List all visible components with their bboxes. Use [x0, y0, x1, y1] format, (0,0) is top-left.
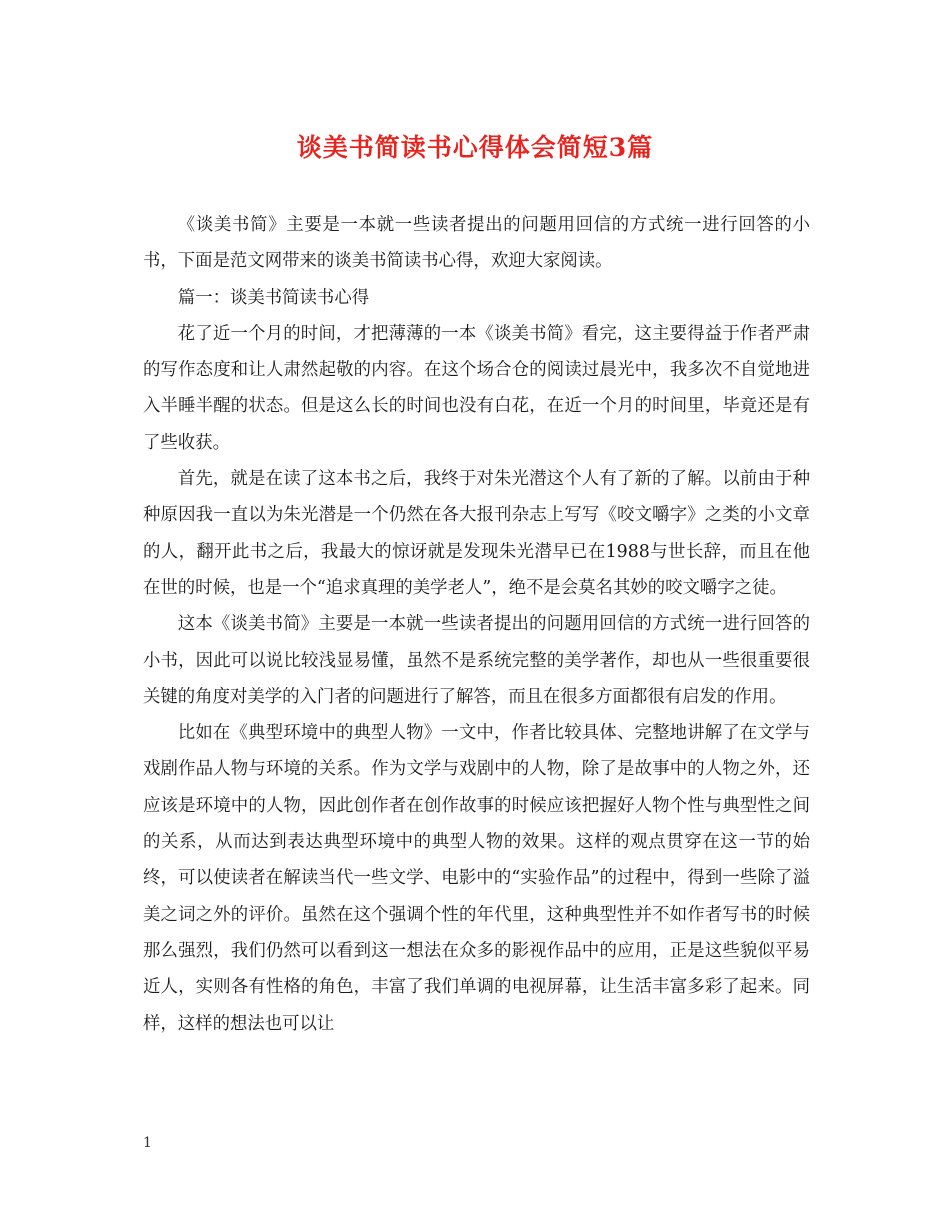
page-number: 1 — [143, 1135, 152, 1151]
body-paragraph: 花了近一个月的时间，才把薄薄的一本《谈美书简》看完，这主要得益于作者严肃的写作态度和让人肃然起敬的内容。在这个场合仓的阅读过晨光中，我多次不自觉地进入半睡半醒的状态。但是这么长的时间也没有白花，在近一个月的时间里，毕竟还是有了些收获。 — [143, 323, 810, 453]
body-paragraph: 这本《谈美书简》主要是一本就一些读者提出的问题用回信的方式统一进行回答的小书，因此可以说比较浅显易懂，虽然不是系统完整的美学著作，却也从一些很重要很关键的角度对美学的入门者的问题进行了解答，而且在很多方面都很有启发的作用。 — [143, 614, 810, 707]
section-heading: 篇一：谈美书简读书心得 — [177, 287, 370, 308]
body-paragraph: 比如在《典型环境中的典型人物》一文中，作者比较具体、完整地讲解了在文学与戏剧作品人物与环境的关系。作为文学与戏剧中的人物，除了是故事中的人物之外，还应该是环境中的人物，因此创作者在创作故事的时候应该把握好人物个性与典型性之间的关系，从而达到表达典型环境中的典型人物的效果。这样的观点贯穿在这一节的始终，可以使读者在解读当代一些文学、电影中的“实验作品”的过程中，得到一些除了溢美之词之外的评价。虽然在这个强调个性的年代里，这种典型性并不如作者写书的时候那么强烈，我们仍然可以看到这一想法在众多的影视作品中的应用，正是这些貌似平易近人，实则各有性格的角色，丰富了我们单调的电视屏幕，让生活丰富多彩了起来。同样，这样的想法也可以让 — [143, 723, 810, 1034]
page-title: 谈美书简读书心得体会简短3篇 — [296, 133, 654, 162]
body-paragraph: 首先，就是在读了这本书之后，我终于对朱光潜这个人有了新的了解。以前由于种种原因我一直以为朱光潜是一个仍然在各大报刊杂志上写写《咬文嚼字》之类的小文章的人，翻开此书之后，我最大的惊讶就是发现朱光潜早已在1988与世长辞，而且在他在世的时候，也是一个“追求真理的美学老人”，绝不是会莫名其妙的咬文嚼字之徒。 — [143, 469, 810, 598]
intro-paragraph: 《谈美书简》主要是一本就一些读者提出的问题用回信的方式统一进行回答的小书，下面是范文网带来的谈美书简读书心得，欢迎大家阅读。 — [143, 215, 810, 272]
article-body — [143, 207, 810, 1042]
